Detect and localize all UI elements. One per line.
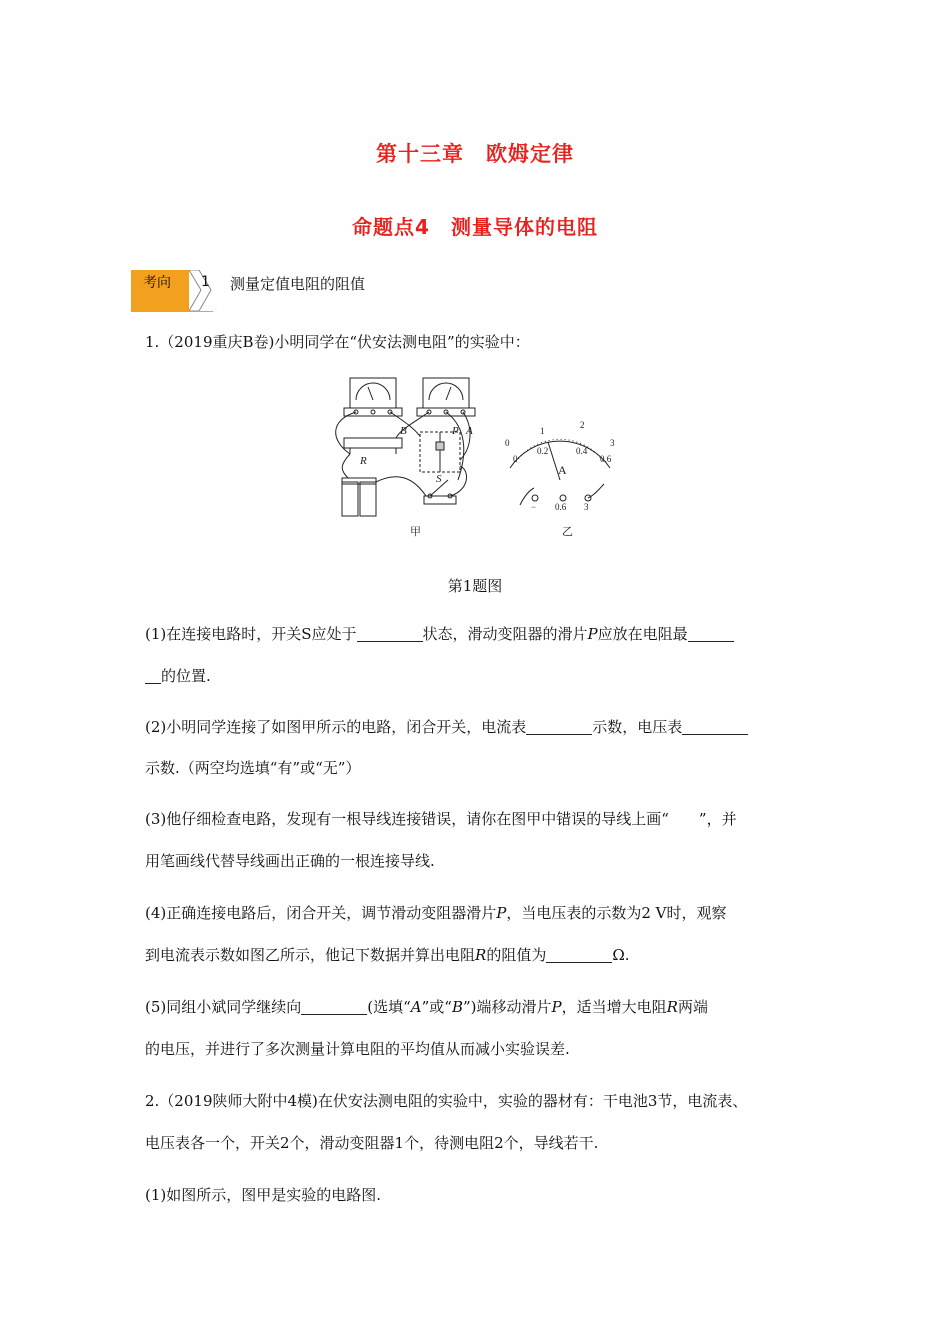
answer-blank[interactable] (357, 626, 423, 642)
chapter-title: 第十三章 欧姆定律 (376, 142, 574, 166)
topic-number: 1 (201, 274, 210, 290)
answer-blank[interactable] (546, 947, 612, 963)
topic-header (131, 270, 691, 312)
scale-top-3: 3 (610, 438, 615, 448)
q1-part3-line2: 用笔画线代替导线画出正确的一根连接导线. (145, 852, 435, 870)
ammeter-device (344, 378, 402, 416)
q1-part1-line2: 的位置. (145, 665, 211, 686)
answer-blank[interactable] (526, 719, 592, 735)
circuit-diagram-jia (336, 378, 475, 516)
terminal-minus: − (531, 502, 537, 512)
rheostat-device (420, 432, 460, 472)
scale-top-2: 2 (580, 420, 585, 430)
section-title: 命题点4 测量导体的电阻 (352, 215, 598, 239)
q2-stem-line2: 电压表各一个，开关2个，滑动变阻器1个，待测电阻2个，导线若干. (145, 1134, 599, 1152)
scale-top-0: 0 (505, 438, 510, 448)
q1-figure (320, 370, 640, 545)
topic-text: 测量定值电阻的阻值 (230, 275, 366, 293)
voltmeter-device (417, 378, 475, 416)
scale-bottom-06: 0.6 (600, 454, 612, 464)
q1-part5-line2: 的电压，并进行了多次测量计算电阻的平均值从而减小实验误差. (145, 1040, 570, 1058)
scale-top-1: 1 (540, 426, 545, 436)
answer-blank[interactable] (145, 668, 161, 684)
terminal-3: 3 (584, 502, 589, 512)
q1-part4-line2: 到电流表示数如图乙所示，他记下数据并算出电阻R的阻值为 Ω. (145, 946, 630, 964)
label-yi: 乙 (562, 526, 573, 538)
figure-caption: 第1题图 (447, 577, 503, 595)
q2-part1: (1)如图所示，图甲是实验的电路图. (145, 1186, 382, 1204)
resistor-device (344, 438, 402, 454)
label-P: P (452, 425, 459, 437)
answer-blank[interactable] (301, 999, 367, 1015)
label-B: B (400, 425, 407, 437)
topic-underline (131, 311, 213, 312)
terminal-06: 0.6 (555, 502, 567, 512)
topic-tag: 考向 (131, 270, 189, 311)
q1-part3-line1: (3)他仔细检查电路，发现有一根导线连接错误，请你在图甲中错误的导线上画“ ”，并 (145, 810, 737, 828)
label-jia: 甲 (410, 526, 421, 538)
label-R: R (360, 455, 367, 467)
label-S: S (436, 473, 442, 485)
q1-part4-line1: (4)正确连接电路后，闭合开关，调节滑动变阻器滑片P，当电压表的示数为2 V时，观察 (145, 904, 727, 922)
q1-part2-line1: (2)小明同学连接了如图甲所示的电路，闭合开关，电流表 示数，电压表 (145, 716, 748, 737)
label-A: A (466, 425, 473, 437)
answer-blank[interactable] (688, 626, 734, 642)
q1-part5-line1: (5)同组小斌同学继续向 (选填“A”或“B”)端移动滑片P，适当增大电阻R两端 (145, 998, 708, 1016)
meter-unit: A (558, 463, 567, 477)
scale-bottom-0: 0 (513, 454, 518, 464)
q2-stem-line1: 2.（2019陕师大附中4模)在伏安法测电阻的实验中，实验的器材有：干电池3节，电流表、 (145, 1092, 748, 1110)
scale-bottom-02: 0.2 (537, 446, 549, 456)
q1-part1-line1: (1)在连接电路时，开关S应处于 状态，滑动变阻器的滑片P应放在电阻最 (145, 623, 734, 644)
battery-device (342, 478, 376, 516)
scale-bottom-04: 0.4 (576, 446, 588, 456)
q1-part2-line2: 示数.（两空均选填“有”或“无”） (145, 759, 361, 777)
q1-stem: 1.（2019重庆B卷)小明同学在“伏安法测电阻”的实验中： (145, 333, 530, 351)
answer-blank[interactable] (682, 719, 748, 735)
